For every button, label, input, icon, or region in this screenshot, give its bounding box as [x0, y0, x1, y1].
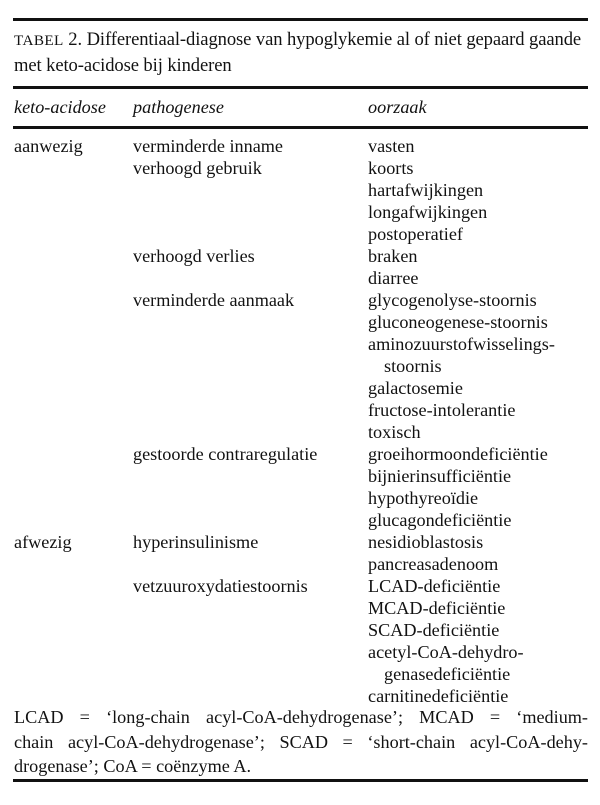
table-row: [0, 421, 600, 443]
cell-pathogenese: verminderde inname: [133, 136, 283, 156]
table-row: [0, 531, 600, 553]
table-row: [0, 223, 600, 245]
footnote-line-1: LCAD = ‘long-chain acyl-CoA-dehydrogenase’; MCAD = ‘medium-: [14, 707, 588, 727]
column-header-keto-acidose: keto-acidose: [14, 97, 106, 117]
cell-keto-acidose: aanwezig: [14, 136, 83, 156]
cell-oorzaak: diarree: [368, 268, 419, 288]
cell-oorzaak: bijnierinsufficiëntie: [368, 466, 512, 486]
table-row: [0, 333, 600, 355]
header-rule: [13, 126, 588, 129]
cell-oorzaak: glycogenolyse-stoornis: [368, 290, 537, 310]
cell-oorzaak: genasedeficiëntie: [384, 664, 511, 684]
cell-oorzaak: stoornis: [384, 356, 442, 376]
table-row: [0, 685, 600, 707]
caption-line-1: Differentiaal-diagnose van hypoglykemie al of niet gepaard: [86, 29, 525, 50]
table-row: [0, 465, 600, 487]
cell-oorzaak: LCAD-deficiëntie: [368, 576, 501, 596]
cell-pathogenese: hyperinsulinisme: [133, 532, 259, 552]
table-row: [0, 487, 600, 509]
cell-oorzaak: groeihormoondeficiëntie: [368, 444, 548, 464]
table-row: [0, 157, 600, 179]
cell-oorzaak: nesidioblastosis: [368, 532, 484, 552]
table-row: [0, 553, 600, 575]
cell-oorzaak: acetyl-CoA-dehydro-: [368, 642, 524, 662]
table-row: [0, 201, 600, 223]
cell-oorzaak: longafwijkingen: [368, 202, 488, 222]
cell-keto-acidose: afwezig: [14, 532, 72, 552]
cell-oorzaak: galactosemie: [368, 378, 463, 398]
cell-oorzaak: aminozuurstofwisselings-: [368, 334, 555, 354]
table-row: [0, 267, 600, 289]
cell-oorzaak: carnitinedeficiëntie: [368, 686, 509, 706]
cell-oorzaak: gluconeogenese-stoornis: [368, 312, 548, 332]
table-top-rule: [13, 18, 588, 21]
table-row: [0, 245, 600, 267]
cell-oorzaak: postoperatief: [368, 224, 463, 244]
caption-label: TABEL: [14, 32, 64, 49]
cell-oorzaak: braken: [368, 246, 418, 266]
caption-rule: [13, 86, 588, 89]
caption-line-2: gaande met keto-acidose bij kinderen: [14, 29, 582, 76]
table-footnote: [14, 705, 588, 779]
cell-pathogenese: vetzuuroxydatiestoornis: [133, 576, 308, 596]
table-row: [0, 377, 600, 399]
table-body: [0, 135, 600, 707]
cell-pathogenese: verminderde aanmaak: [133, 290, 295, 310]
table-row: [0, 575, 600, 597]
table-row: [0, 663, 600, 685]
column-header-oorzaak: oorzaak: [368, 97, 427, 117]
table-row: [0, 641, 600, 663]
footnote-line-3: drogenase’; CoA = coënzyme A.: [14, 756, 252, 776]
footnote-line-2: chain acyl-CoA-dehydrogenase’; SCAD = ‘short-chain acyl-CoA-dehy-: [14, 731, 588, 752]
table-row: [0, 179, 600, 201]
table-row: [0, 509, 600, 531]
column-header-pathogenese: pathogenese: [133, 97, 224, 117]
cell-pathogenese: verhoogd gebruik: [133, 158, 262, 178]
cell-pathogenese: gestoorde contraregulatie: [133, 444, 318, 464]
cell-pathogenese: verhoogd verlies: [133, 246, 255, 266]
table-row: [0, 135, 600, 157]
table-bottom-rule: [13, 779, 588, 782]
cell-oorzaak: toxisch: [368, 422, 421, 442]
cell-oorzaak: vasten: [368, 136, 415, 156]
cell-oorzaak: hartafwijkingen: [368, 180, 484, 200]
cell-oorzaak: hypothyreoïdie: [368, 488, 479, 508]
table-caption: [14, 27, 588, 78]
table-row: [0, 443, 600, 465]
table-row: [0, 311, 600, 333]
cell-oorzaak: pancreasadenoom: [368, 554, 499, 574]
table-row: [0, 399, 600, 421]
cell-oorzaak: glucagondeficiëntie: [368, 510, 512, 530]
cell-oorzaak: fructose-intolerantie: [368, 400, 516, 420]
cell-oorzaak: koorts: [368, 158, 414, 178]
cell-oorzaak: SCAD-deficiëntie: [368, 620, 500, 640]
table-row: [0, 289, 600, 311]
table-row: [0, 619, 600, 641]
table-row: [0, 355, 600, 377]
caption-number: 2.: [68, 29, 83, 50]
table-row: [0, 597, 600, 619]
cell-oorzaak: MCAD-deficiëntie: [368, 598, 506, 618]
